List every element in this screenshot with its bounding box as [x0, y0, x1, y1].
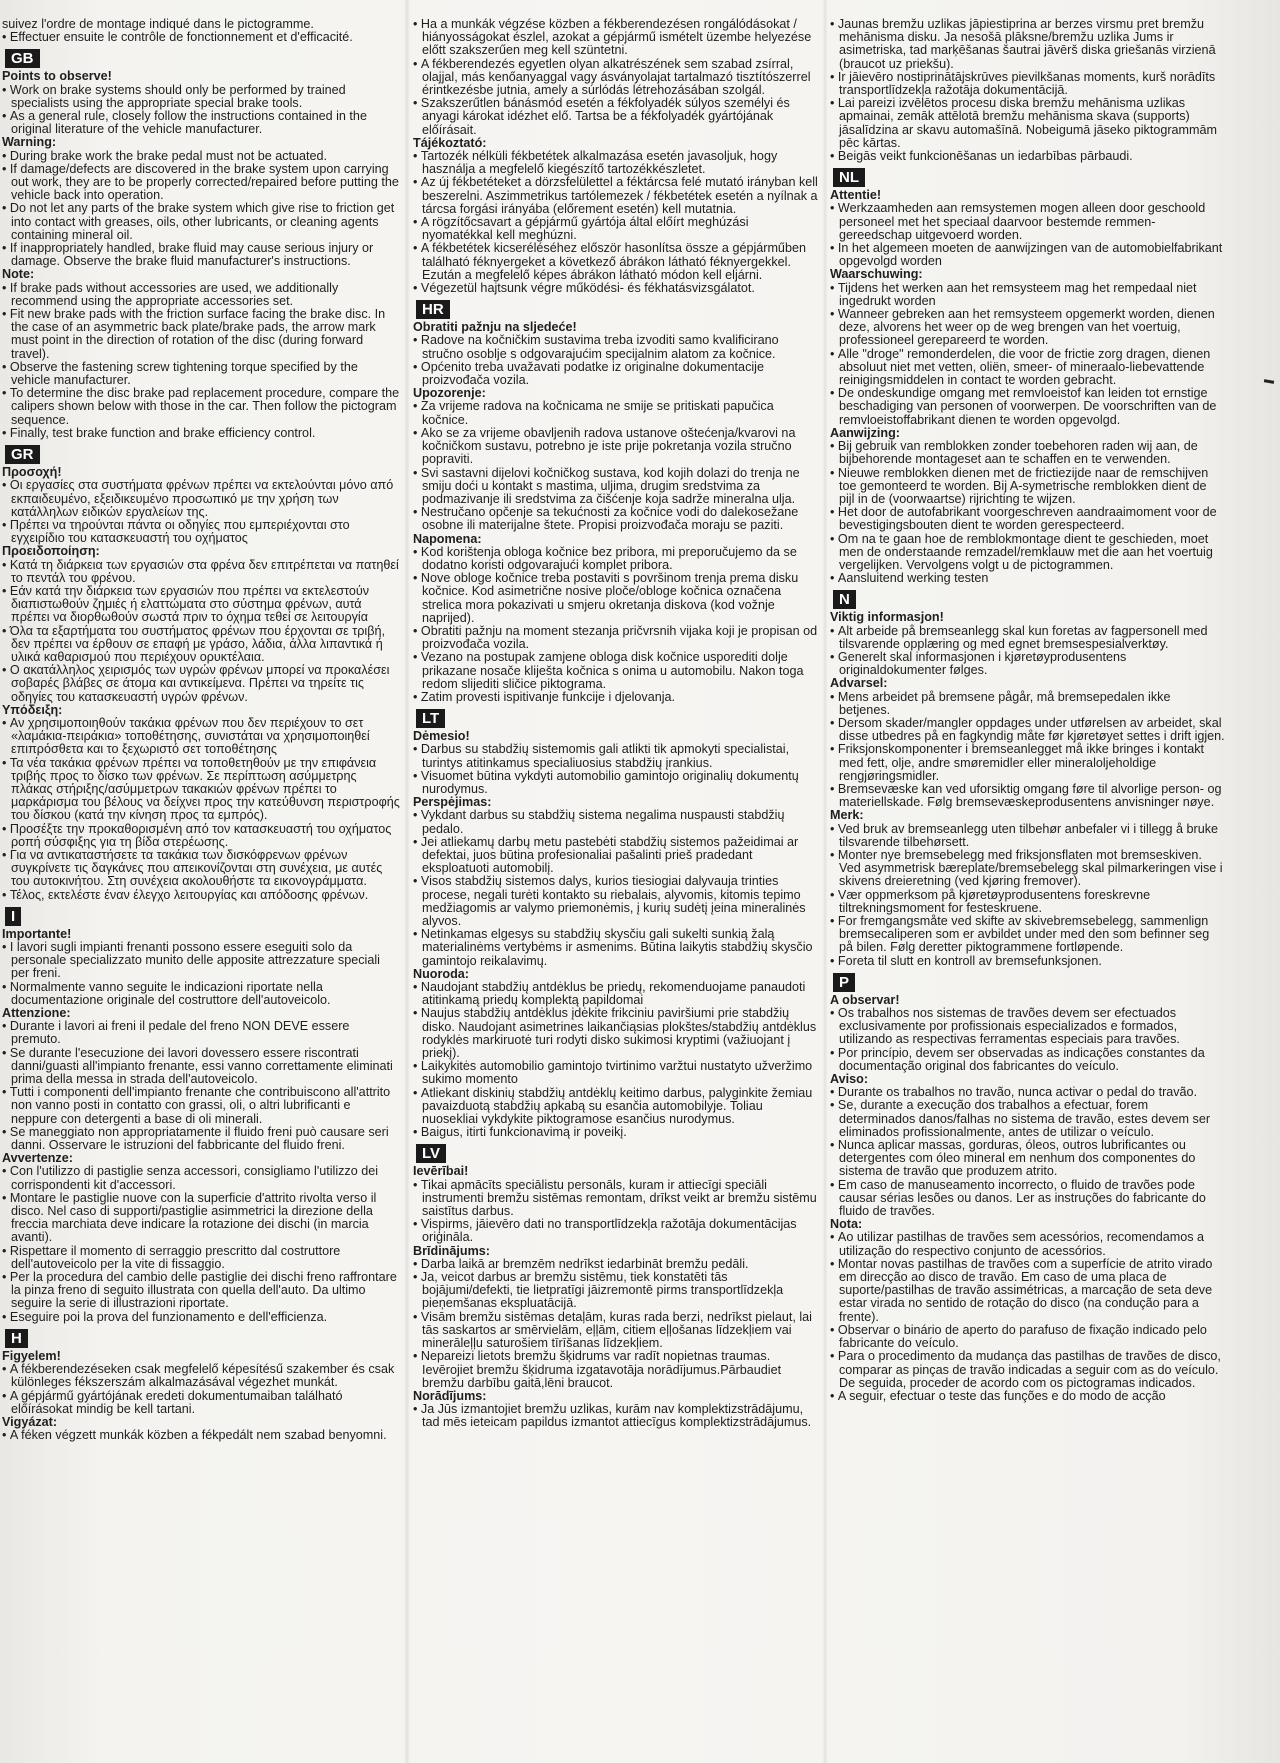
bullet-item: • A rögzítőcsavart a gépjármű gyártója által előírt meghúzási nyomatékkal kell meghúzni. [413, 216, 818, 242]
bullet-item: • A seguir, efectuar o teste das funções e do modo de acção [830, 1390, 1225, 1403]
bullet-item: • Tijdens het werken aan het remsysteem mag het rempedaal niet ingedrukt worden [830, 282, 1225, 308]
section-heading: Aviso: [830, 1072, 869, 1087]
column-2 [413, 18, 818, 1432]
bullet-item: • Generelt skal informasjonen i kjøretøyprodusentens originaldokumenter følges. [830, 651, 1225, 677]
section-heading: Points to observe! [2, 69, 112, 84]
section-heading: Tájékoztató: [413, 135, 487, 150]
language-badge: GR [5, 445, 40, 464]
bullet-item: • Nestručano opčenje sa tekućnosti za kočnice vodi do dalekosežane osobne ili materijalne štete. Propisi proizvođača moraju se paziti. [413, 506, 818, 532]
bullet-item: • Effectuer ensuite le contrôle de fonctionnement et d'efficacité. [2, 31, 400, 44]
bullet-item: • Finally, test brake function and brake efficiency control. [2, 427, 400, 440]
bullet-item: • Ja Jūs izmantojiet bremžu uzlikas, kurām nav komplektizstrādājumu, tad mēs ieteicam papildus izmantot attiecīgus komplektizstrādājumus. [413, 1403, 818, 1429]
section-heading: Perspėjimas: [413, 795, 492, 810]
bullet-item: • To determine the disc brake pad replacement procedure, compare the calipers shown below with those in the car. Then follow the pictogram sequence. [2, 387, 400, 427]
bullet-item: • Durante os trabalhos no travão, nunca activar o pedal do travão. [830, 1086, 1225, 1099]
bullet-item: • Con l'utilizzo di pastiglie senza accessori, consigliamo l'utilizzo dei corrispondenti kit d'accessori. [2, 1165, 400, 1191]
bullet-item: • Werkzaamheden aan remsystemen mogen alleen door geschoold personeel met het speciaal daarvoor bestemde remmen-gereedschap uitgevoerd worden. [830, 202, 1225, 242]
bullet-item: • Aansluitend werking testen [830, 572, 1225, 585]
bullet-item: • Laikykitės automobilio gamintojo tvirtinimo varžtui nustatyto užveržimo sukimo momento [413, 1060, 818, 1086]
language-section [830, 970, 1225, 1403]
pen-mark [1264, 379, 1274, 384]
bullet-item: • For fremgangsmåte ved skifte av skivebremsebelegg, sammenlign bremsecaliperen som er avbildet under med den som befinner seg på bilen. Følg deretter piktogrammene fortløpende. [830, 915, 1225, 955]
bullet-item: • Tartozék nélküli fékbetétek alkalmazása esetén javasoljuk, hogy használja a megfelelő kiegészítő tartozékkészletet. [413, 150, 818, 176]
language-section [2, 1326, 400, 1442]
bullet-item: • Naujus stabdžių antdėklus įdėkite frikciniu paviršiumi prie stabdžių disko. Naudojant asimetrines laikančiąsias plokštes/stabdžių antdėklus rodyklės markiruotė turi rodyti disko sukimosi kryptimi (važiuojant į priekį). [413, 1007, 818, 1060]
bullet-item: • Προσέξτε την προκαθορισμένη από τον κατασκευαστή του οχήματος ροπή σύσφιξης για τη βίδα στερέωσης. [2, 823, 400, 849]
bullet-item: • Monter nye bremsebelegg med friksjonsflaten mot bremseskiven. Ved asymmetrisk bæreplate/bremsebelegg skal pilmarkeringen vise i skivens dreieretning (ved kjøring fremover). [830, 849, 1225, 889]
bullet-item: • Os trabalhos nos sistemas de travões devem ser efectuados exclusivamente por profissionais especializados e formados, utilizando as respectivas ferramentas especiais para travões. [830, 1007, 1225, 1047]
language-section [2, 442, 400, 902]
section-heading: Aanwijzing: [830, 425, 900, 440]
bullet-item: • Svi sastavni dijelovi kočničkog sustava, kod kojih dolazi do trenja ne smiju doći u kontakt s mastima, uljima, drugim sredstvima za podmazivanje ili sredstvima za čišćenje koja sadrže mineralna ulja. [413, 467, 818, 507]
language-section [413, 1141, 818, 1429]
bullet-item: • Lai pareizi izvēlētos procesu diska bremžu mehānisma uzlikas apmainai, zemāk attēlotā bremžu mehānisma skava (supports) jāsalīdzina ar skavu automašīnā. Nobeigumā jāseko piktogrammām pēc kārtas. [830, 97, 1225, 150]
bullet-item: • Jei atliekamų darbų metu pastebėti stabdžių sistemos pažeidimai ar defektai, juos būtina profesionaliai pašalinti prieš pradedant eksploatuoti automobilį. [413, 836, 818, 876]
bullet-item: • Szakszerűtlen bánásmód esetén a fékfolyadék súlyos személyi és anyagi károkat idézhet elő. Tartsa be a fékfolyadék gyártójának előírásait. [413, 97, 818, 137]
bullet-item: • Normalmente vanno seguite le indicazioni riportate nella documentazione originale del costruttore dell'autoveicolo. [2, 981, 400, 1007]
bullet-item: • Nunca aplicar massas, gorduras, óleos, outros lubrificantes ou detergentes com óleo mineral em nenhum dos componentes do sistema de travão que produzem atrito. [830, 1139, 1225, 1179]
bullet-item: • Montare le pastiglie nuove con la superficie d'attrito rivolta verso il disco. Nel caso di supporti/pastiglie asimmetrici la direzione della freccia marchiata deve indicare la rotazione dei dischi (in marcia avanti). [2, 1192, 400, 1245]
section-heading: Vigyázat: [2, 1414, 58, 1429]
bullet-item: • Por princípio, devem ser observadas as indicações constantes da documentação original dos fabricantes do veículo. [830, 1047, 1225, 1073]
bullet-item: • Mens arbeidet på bremsene pågår, må bremsepedalen ikke betjenes. [830, 691, 1225, 717]
language-badge: LV [416, 1144, 446, 1163]
bullet-item: • Do not let any parts of the brake system which give rise to friction get into contact with greases, oils, other lubricants, or cleaning agents containing mineral oil. [2, 202, 400, 242]
bullet-item: • Visām bremžu sistēmas detaļām, kuras rada berzi, nedrīkst pielaut, lai tās saskartos ar smērvielām, eļļām, citiem eļļošanas līdzekļiem vai minerāleļļu saturošiem tīrīšanas līdzekļiem. [413, 1311, 818, 1351]
bullet-item: • Observar o binário de aperto do parafuso de fixação indicado pelo fabricante do veículo. [830, 1324, 1225, 1350]
bullet-item: • Alle "droge" remonderdelen, die voor de frictie zorg dragen, dienen absoluut niet met vetten, oliën, smeer- of mineraalo-liebevattende reinigingsmiddelen in contact te worden gebracht. [830, 348, 1225, 388]
bullet-item: • Dersom skader/mangler oppdages under utførelsen av arbeidet, skal disse utbedres på en fagkyndig måte før kjøretøyet settes i drift igjen. [830, 717, 1225, 743]
bullet-item: • Kod korištenja obloga kočnice bez pribora, mi preporučujemo da se dodatno koristi odgovarajući komplet pribora. [413, 546, 818, 572]
section-heading: Importante! [2, 926, 72, 941]
bullet-item: • Montar novas pastilhas de travões com a superfície de atrito virado em direcção ao disco de travão. Em caso de uma placa de suporte/pastilhas de travão assimétricas, a marcação de seta deve estar virada no sentido de rotação do disco (na condução para a frente). [830, 1258, 1225, 1324]
bullet-item: • Vezano na postupak zamjene obloga disk kočnice usporediti dolje prikazane nosače kliješta kočnica s onima u automobilu. Nakon toga redom slijediti sličice piktograma. [413, 651, 818, 691]
bullet-item: • Ha a munkák végzése közben a fékberendezésen rongálódásokat / hiányosságokat észlel, azokat a gépjármű ismételt üzembe helyezése előtt szakszerűen meg kell szüntetni. [413, 18, 818, 58]
bullet-item: • Naudojant stabdžių antdėklus be priedų, rekomenduojame panaudoti atitinkamą priedų komplektą papildomai [413, 981, 818, 1007]
bullet-item: • In het algemeen moeten de aanwijzingen van de automobielfabrikant opgevolgd worden [830, 242, 1225, 268]
bullet-item: • Ao utilizar pastilhas de travões sem acessórios, recomendamos a utilização do respectivo conjunto de acessórios. [830, 1231, 1225, 1257]
language-section [413, 706, 818, 1139]
section-heading: Attenzione: [2, 1006, 71, 1021]
bullet-item: • Αν χρησιμοποιηθούν τακάκια φρένων που δεν περιέχουν το σετ «λαμάκια-πειράκια» τοποθέτησης, συνιστάται να χρησιμοποιηθεί επιπρόσθετα και το ξεχωριστό σετ τοποθέτησης [2, 717, 400, 757]
bullet-item: • Durante i lavori ai freni il pedale del freno NON DEVE essere premuto. [2, 1020, 400, 1046]
language-badge: NL [833, 168, 865, 187]
language-section [413, 18, 818, 295]
bullet-item: • Οι εργασίες στα συστήματα φρένων πρέπει να εκτελούνται μόνο από εκπαιδευμένο, εξειδικευμένο προσωπικό με την χρήση των κατάλληλων ειδικών εργαλείων της. [2, 479, 400, 519]
section-heading: Obratiti pažnju na sljedeće! [413, 320, 577, 335]
bullet-item: • Netinkamas elgesys su stabdžių skysčiu gali sukelti sunkią žalą materialinėms vertybėms ir asmenims. Būtina laikytis stabdžių skysčio gamintojo reikalavimų. [413, 928, 818, 968]
section-heading: Advarsel: [830, 676, 888, 691]
bullet-item: • De ondeskundige omgang met remvloeistof kan leiden tot ernstige beschadiging van personen of voorwerpen. De voorschriften van de remvloeistoffabrikant dienen te worden opgevolgd. [830, 387, 1225, 427]
bullet-item: • If inappropriately handled, brake fluid may cause serious injury or damage. Observe the brake fluid manufacturer's instructions. [2, 242, 400, 268]
bullet-item: • Se maneggiato non appropriatamente il fluido freni può causare seri danni. Osservare le istruzioni del fabbricante del fluido freni. [2, 1126, 400, 1152]
bullet-item: • Tutti i componenti dell'impianto frenante che contribuiscono all'attrito non vanno posti in contatto con grassi, oli, o altri lubrificanti e neppure con detergenti a base di oli minerali. [2, 1086, 400, 1126]
bullet-item: • A gépjármű gyártójának eredeti dokumentumaiban található előírásokat mindig be kell tartani. [2, 1390, 400, 1416]
section-heading: Note: [2, 267, 35, 282]
column-3 [830, 18, 1225, 1405]
bullet-item: • Κατά τη διάρκεια των εργασιών στα φρένα δεν επιτρέπεται να πατηθεί το πεντάλ του φρένου. [2, 559, 400, 585]
bullet-item: • Jaunas bremžu uzlikas jāpiestiprina ar berzes virsmu pret bremžu mehānisma disku. Ja nesošā plāksne/bremžu uzlika Jums ir asimetriska, tad marķēšanas šautrai jāvērš diska griešanās virzienā (braucot uz priekšu). [830, 18, 1225, 71]
language-badge: P [833, 973, 855, 992]
bullet-item: • Ja, veicot darbus ar bremžu sistēmu, tiek konstatēti tās bojājumi/defekti, tie lietpratīgi jāizremontē pirms transportlīdzekļa pieņemšanas ekspluatācijā. [413, 1271, 818, 1311]
section-heading: Ievērībai! [413, 1164, 469, 1179]
language-badge: I [5, 907, 21, 926]
bullet-item: • Se, durante a execução dos trabalhos a efectuar, forem determinados danos/falhas no sistema de travão, estes devem ser eliminados profissionalmente, antes de utilizar o veículo. [830, 1099, 1225, 1139]
bullet-item: • Za vrijeme radova na kočnicama ne smije se pritiskati papučica kočnice. [413, 400, 818, 426]
bullet-item: • Ved bruk av bremseanlegg uten tilbehør anbefaler vi i tillegg å bruke tilsvarende tilbehørsett. [830, 823, 1225, 849]
bullet-item: • Bremsevæske kan ved uforsiktig omgang føre til alvorlige person- og materiellskade. Følg bremsevæskeprodusentens anvisninger nøye. [830, 783, 1225, 809]
bullet-item: • Darbus su stabdžių sistemomis gali atlikti tik apmokyti specialistai, turintys atitinkamus specialiuosius stabdžių įrankius. [413, 743, 818, 769]
bullet-item: • Wanneer gebreken aan het remsysteem opgemerkt worden, dienen deze, alvorens het weer op de weg brengen van het voertuig, professioneel gerepareerd te worden. [830, 308, 1225, 348]
page-fold [404, 0, 410, 1763]
bullet-item: • Τέλος, εκτελέστε έναν έλεγχο λειτουργίας και απόδοσης φρένων. [2, 889, 400, 902]
language-section [2, 904, 400, 1324]
section-heading: A observar! [830, 992, 900, 1007]
bullet-item: • Beigās veikt funkcionēšanas un iedarbības pārbaudi. [830, 150, 1225, 163]
bullet-item: • Friksjonskomponenter i bremseanlegget må ikke bringes i kontakt med fett, olje, andre smøremidler eller mineraloljeholdige rengjøringsmidler. [830, 743, 1225, 783]
bullet-item: • Em caso de manuseamento incorrecto, o fluido de travões pode causar sérias lesões ou danos. Ler as instruções do fabricante do fluido de travões. [830, 1179, 1225, 1219]
bullet-item: • Baigus, itirti funkcionavimą ir poveikį. [413, 1126, 818, 1139]
bullet-item: • Vykdant darbus su stabdžių sistema negalima nuspausti stabdžių pedalo. [413, 809, 818, 835]
section-heading: Waarschuwing: [830, 267, 923, 282]
bullet-item: • Darba laikā ar bremzēm nedrīkst iedarbināt bremžu pedāli. [413, 1258, 818, 1271]
bullet-item: • Ir jāievēro nostiprinātājskrūves pievilkšanas moments, kurš norādīts transportlīdzekļa ražotāja dokumentācijā. [830, 71, 1225, 97]
section-heading: Viktig informasjon! [830, 610, 944, 625]
bullet-item: • Ο ακατάλληλος χειρισμός των υγρών φρένων μπορεί να προκαλέσει σοβαρές βλάβες σε άτομα και αντικείμενα. Πρέπει να τηρείτε τις οδηγίες του κατασκευαστή υγρών φρένων. [2, 664, 400, 704]
page-fold [822, 0, 828, 1763]
section-heading: Nuoroda: [413, 966, 469, 981]
bullet-item: • Nepareizi lietots bremžu šķidrums var radīt nopietnas traumas. Ievērojiet bremžu šķidruma izgatavotāja norādījumus.Pārbaudiet bremžu darbību gaitā,lēni braucot. [413, 1350, 818, 1390]
section-heading: Figyelem! [2, 1348, 61, 1363]
section-heading: Προειδοποίηση: [2, 544, 100, 559]
bullet-item: • Vispirms, jāievēro dati no transportlīdzekļa ražotāja dokumentācijas oriģināla. [413, 1218, 818, 1244]
bullet-item: • A fékbetétek kicseréléséhez először hasonlítsa össze a gépjárműben található féknyergeket a következő ábrákon látható féknyergekkel. Ezután a megfelelő képes ábrákon látható módon kell eljárni. [413, 242, 818, 282]
language-section [413, 297, 818, 704]
bullet-item: • Τα νέα τακάκια φρένων πρέπει να τοποθετηθούν με την επιφάνεια τριβής προς το δίσκο των φρένων. Σε περίπτωση ασύμμετρης πλάκας στήριξης/ασύμμετρων τακακιών φρένων πρέπει το μαρκάρισμα του βέλους να δείχνει προς την κατεύθυνση περιστροφής του δίσκου (κατά την κίνηση προς τα εμπρός). [2, 757, 400, 823]
bullet-item: • Πρέπει να τηρούνται πάντα οι οδηγίες που εμπεριέχονται στο εγχειρίδιο του κατασκευαστή του οχήματος [2, 519, 400, 545]
bullet-item: • Vær oppmerksom på kjøretøyprodusentens foreskrevne tiltrekningsmoment for festeskruene. [830, 889, 1225, 915]
bullet-item: • Atliekant diskinių stabdžių antdėklų keitimo darbus, palyginkite žemiau pavaizduotą stabdžių apkabą su esančia automobilyje. Toliau nuosekliai vykdykite piktogramose esančius nurodymus. [413, 1087, 818, 1127]
bullet-item: • Eseguire poi la prova del funzionamento e dell'efficienza. [2, 1311, 400, 1324]
language-section [2, 46, 400, 440]
bullet-item: • Općenito treba uvažavati podatke iz originalne dokumentacije proizvođača vozila. [413, 361, 818, 387]
language-badge: GB [5, 49, 40, 68]
language-section [2, 18, 400, 44]
bullet-item: • Όλα τα εξαρτήματα του συστήματος φρένων που έρχονται σε τριβή, δεν πρέπει να έρθουν σε επαφή με γράσο, λάδια, άλλα λιπαντικά ή υλικά καθαρισμού που περιέχουν ορυκτέλαια. [2, 625, 400, 665]
bullet-item: • During brake work the brake pedal must not be actuated. [2, 150, 400, 163]
bullet-item: • Tikai apmācīts speciālistu personāls, kuram ir attiecīgi speciāli instrumenti bremžu sistēmas remontam, drīkst veikt ar bremžu sistēmu saistītus darbus. [413, 1179, 818, 1219]
bullet-item: • Foreta til slutt en kontroll av bremsefunksjonen. [830, 955, 1225, 968]
section-heading: Upozorenje: [413, 386, 486, 401]
bullet-item: • Ako se za vrijeme obavljenih radova ustanove oštećenja/kvarovi na kočničkom sustavu, potrebno je iste prije pokretanja vozila stručno popraviti. [413, 427, 818, 467]
bullet-item: • Alt arbeide på bremseanlegg skal kun foretas av fagpersonell med tilsvarende opplæring og med egnet bremsespesialverktøy. [830, 625, 1225, 651]
section-heading: Avvertenze: [2, 1151, 73, 1166]
language-section [830, 18, 1225, 163]
bullet-item: • Het door de autofabrikant voorgeschreven aandraaimoment voor de bevestigingsbouten dient te worden gerespecteerd. [830, 506, 1225, 532]
bullet-item: • Για να αντικαταστήσετε τα τακάκια των δισκόφρενων φρένων συγκρίνετε τις δαγκάνες που απεικονίζονται στη συνέχεια, με αυτές του αυτοκινήτου. Στη συνέχεια ακολουθήστε τα εικονογράμματα. [2, 849, 400, 889]
bullet-item: • Rispettare il momento di serraggio prescritto dal costruttore dell'autoveicolo per la vite di fissaggio. [2, 1245, 400, 1271]
bullet-item: • Per la procedura del cambio delle pastiglie dei dischi freno raffrontare la pinza freno di seguito illustrata con quella dell'auto. Da ultimo seguire la serie di illustrazioni riportate. [2, 1271, 400, 1311]
language-section [830, 587, 1225, 967]
bullet-item: • Fit new brake pads with the friction surface facing the brake disc. In the case of an asymmetric back plate/brake pads, the arrow mark must point in the direction of rotation of the disc (during forward travel). [2, 308, 400, 361]
bullet-item: • Radove na kočničkim sustavima treba izvoditi samo kvalificirano stručno osoblje s odgovarajućim specijalnim alatom za kočnice. [413, 334, 818, 360]
section-heading: Norādījums: [413, 1388, 487, 1403]
language-badge: H [5, 1329, 28, 1348]
bullet-item: • A fékberendezéseken csak megfelelő képesítésű szakember és csak különleges fékszerszám alkalmazásával végezhet munkát. [2, 1363, 400, 1389]
bullet-item: • A fékberendezés egyetlen olyan alkatrészének sem szabad zsírral, olajjal, más kenőanyaggal vagy ásványolajat tartalmazó tisztítószerrel érintkezésbe jutnia, amely a súrlódás létrehozásában szolgál. [413, 58, 818, 98]
section-heading: Merk: [830, 808, 864, 823]
bullet-item: • Végezetül hajtsunk végre működési- és fékhatásvizsgálatot. [413, 282, 818, 295]
section-heading: Warning: [2, 135, 57, 150]
bullet-item: • Om na te gaan hoe de remblokmontage dient te geschieden, moet men de onderstaande remzadel/remklauw met die aan het voertuig vergelijken. Vervolgens volgt u de pictogrammen. [830, 533, 1225, 573]
bullet-item: • Εάν κατά την διάρκεια των εργασιών που πρέπει να εκτελεστούν διαπιστωθούν ζημιές ή ελαττώματα στο σύστημα φρένων, αυτά πρέπει να διορθωθούν σωστά πριν το όχημα τεθεί σε λειτουργία [2, 585, 400, 625]
bullet-item: • Nieuwe remblokken dienen met de frictiezijde naar de remschijven toe gemonteerd te worden. Bij A-symetrische remblokken dient de pijl in de (voorwaartse) rijrichting te wijzen. [830, 467, 1225, 507]
section-heading: Προσοχή! [2, 465, 62, 480]
column-1 [2, 18, 400, 1444]
bullet-item: • If damage/defects are discovered in the brake system upon carrying out work, they are to be properly corrected/repaired before putting the vehicle back into operation. [2, 163, 400, 203]
section-heading: Napomena: [413, 531, 482, 546]
paragraph: suivez l'ordre de montage indiqué dans le pictogramme. [2, 18, 314, 31]
bullet-item: • I lavori sugli impianti frenanti possono essere eseguiti solo da personale specializzato munito delle apposite attrezzature speciali per freni. [2, 941, 400, 981]
bullet-item: • If brake pads without accessories are used, we additionally recommend using the appropriate accessories set. [2, 282, 400, 308]
bullet-item: • Obratiti pažnju na moment stezanja pričvrsnih vijaka koji je propisan od proizvođača vozila. [413, 625, 818, 651]
bullet-item: • Se durante l'esecuzione dei lavori dovessero essere riscontrati danni/guasti all'impianto frenante, essi vanno correttamente eliminati prima della messa in strada dell'autoveicolo. [2, 1047, 400, 1087]
section-heading: Nota: [830, 1217, 863, 1232]
bullet-item: • Work on brake systems should only be performed by trained specialists using the appropriate special brake tools. [2, 84, 400, 110]
section-heading: Brīdinājums: [413, 1243, 490, 1258]
section-heading: Υπόδειξη: [2, 702, 63, 717]
bullet-item: • Zatim provesti ispitivanje funkcije i djelovanja. [413, 691, 818, 704]
bullet-item: • Az új fékbetéteket a dörzsfelülettel a féktárcsa felé mutató irányban kell beszerelni. Aszimmetrikus tartólemezek / fékbetétek esetén a nyílnak a tárcsa forgási irányába (előrement esetén) kell mutatnia. [413, 176, 818, 216]
language-badge: LT [416, 709, 445, 728]
bullet-item: • Observe the fastening screw tightening torque specified by the vehicle manufacturer. [2, 361, 400, 387]
language-badge: HR [416, 300, 450, 319]
bullet-item: • As a general rule, closely follow the instructions contained in the original literature of the vehicle manufacturer. [2, 110, 400, 136]
section-heading: Dėmesio! [413, 729, 470, 744]
bullet-item: • Bij gebruik van remblokken zonder toebehoren raden wij aan, de bijbehorende montageset aan te schaffen en te verwenden. [830, 440, 1225, 466]
language-section [830, 165, 1225, 585]
section-heading: Attentie! [830, 188, 882, 203]
bullet-item: • Visuomet būtina vykdyti automobilio gamintojo originalių dokumentų nurodymus. [413, 770, 818, 796]
bullet-item: • A féken végzett munkák közben a fékpedált nem szabad benyomni. [2, 1429, 400, 1442]
bullet-item: • Visos stabdžių sistemos dalys, kurios tiesiogiai dalyvauja trinties procese, negali turėti kontakto su riebalais, alyvomis, kitomis tepimo medžiagomis ar valymo priemonėmis, į kurių sudėtį įeina mineralinės alyvos. [413, 875, 818, 928]
language-badge: N [833, 590, 856, 609]
bullet-item: • Para o procedimento da mudança das pastilhas de travões de disco, comparar as pinças de travão indicadas a seguir com as do veículo. De seguida, proceder de acordo com os pictogramas indicados. [830, 1350, 1225, 1390]
bullet-item: • Nove obloge kočnice treba postaviti s površinom trenja prema disku kočnice. Kod asimetrične nosive ploče/obloge kočnica označena strelica mora pokazivati u smjeru okretanja diskova (kod vožnje naprijed). [413, 572, 818, 625]
